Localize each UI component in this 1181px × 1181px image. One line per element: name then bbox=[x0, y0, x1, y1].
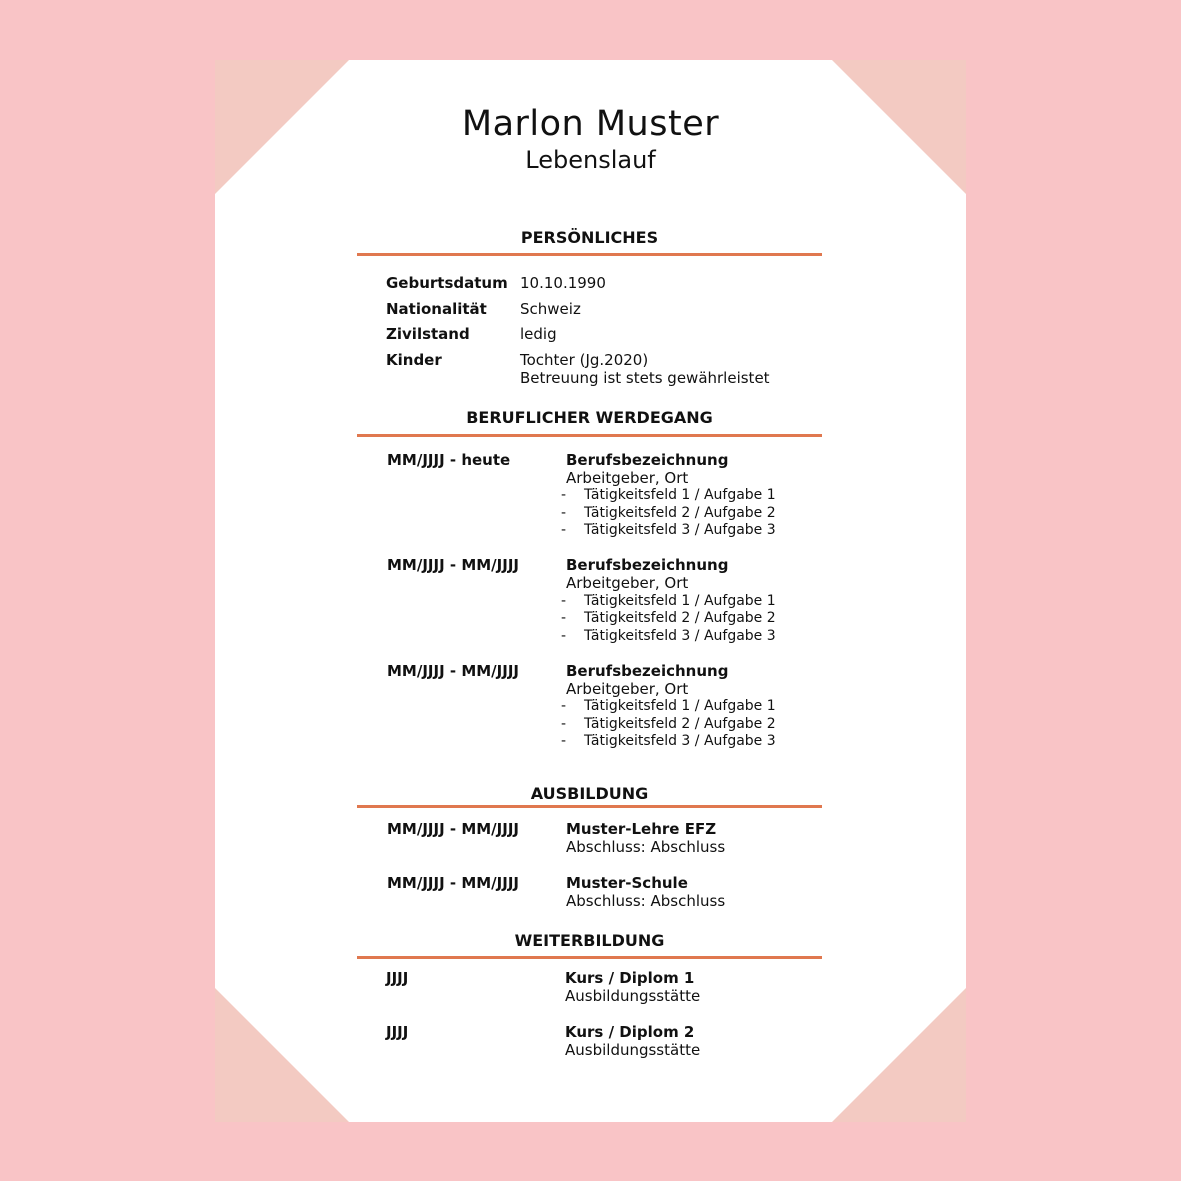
career-task: Tätigkeitsfeld 2 / Aufgabe 2 bbox=[584, 716, 776, 732]
person-name: Marlon Muster bbox=[461, 104, 720, 144]
training-period: JJJJ bbox=[386, 1023, 409, 1041]
career-task: Tätigkeitsfeld 3 / Aufgabe 3 bbox=[584, 522, 776, 538]
personal-value-civil-status: ledig bbox=[520, 325, 557, 343]
career-job-title: Berufsbezeichnung bbox=[566, 662, 729, 680]
personal-value-children-note: Betreuung ist stets gewährleistet bbox=[520, 369, 770, 387]
career-task: Tätigkeitsfeld 1 / Aufgabe 1 bbox=[584, 698, 776, 714]
career-period: MM/JJJJ - MM/JJJJ bbox=[387, 662, 519, 680]
education-period: MM/JJJJ - MM/JJJJ bbox=[387, 820, 519, 838]
training-title: Kurs / Diplom 1 bbox=[565, 969, 695, 987]
training-title: Kurs / Diplom 2 bbox=[565, 1023, 695, 1041]
career-employer: Arbeitgeber, Ort bbox=[566, 574, 689, 592]
education-title: Muster-Lehre EFZ bbox=[566, 820, 717, 838]
career-task: Tätigkeitsfeld 2 / Aufgabe 2 bbox=[584, 610, 776, 626]
education-period: MM/JJJJ - MM/JJJJ bbox=[387, 874, 519, 892]
section-divider-personal bbox=[357, 253, 822, 256]
education-detail: Abschluss: Abschluss bbox=[566, 892, 726, 910]
document-subtitle: Lebenslauf bbox=[525, 146, 656, 174]
section-title-personal: PERSÖNLICHES bbox=[520, 228, 659, 247]
personal-value-nationality: Schweiz bbox=[520, 300, 581, 318]
corner-decoration-bottom-left bbox=[215, 988, 349, 1122]
personal-label-birthdate: Geburtsdatum bbox=[386, 274, 508, 292]
corner-decoration-bottom-right bbox=[832, 988, 966, 1122]
section-divider-training bbox=[357, 956, 822, 959]
career-period: MM/JJJJ - MM/JJJJ bbox=[387, 556, 519, 574]
personal-label-civil-status: Zivilstand bbox=[386, 325, 470, 343]
personal-label-nationality: Nationalität bbox=[386, 300, 487, 318]
career-employer: Arbeitgeber, Ort bbox=[566, 469, 689, 487]
career-job-title: Berufsbezeichnung bbox=[566, 451, 729, 469]
career-employer: Arbeitgeber, Ort bbox=[566, 680, 689, 698]
career-task: Tätigkeitsfeld 3 / Aufgabe 3 bbox=[584, 628, 776, 644]
task-bullet: - bbox=[561, 593, 567, 609]
career-job-title: Berufsbezeichnung bbox=[566, 556, 729, 574]
section-title-education: AUSBILDUNG bbox=[530, 784, 649, 803]
task-bullet: - bbox=[561, 698, 567, 714]
section-title-training: WEITERBILDUNG bbox=[514, 931, 665, 950]
section-divider-education bbox=[357, 805, 822, 808]
training-period: JJJJ bbox=[386, 969, 409, 987]
personal-value-birthdate: 10.10.1990 bbox=[520, 274, 606, 292]
career-task: Tätigkeitsfeld 1 / Aufgabe 1 bbox=[584, 487, 776, 503]
task-bullet: - bbox=[561, 522, 567, 538]
cv-page bbox=[215, 60, 966, 1122]
education-title: Muster-Schule bbox=[566, 874, 688, 892]
training-detail: Ausbildungsstätte bbox=[565, 1041, 701, 1059]
career-task: Tätigkeitsfeld 1 / Aufgabe 1 bbox=[584, 593, 776, 609]
task-bullet: - bbox=[561, 487, 567, 503]
task-bullet: - bbox=[561, 733, 567, 749]
task-bullet: - bbox=[561, 505, 567, 521]
task-bullet: - bbox=[561, 610, 567, 626]
task-bullet: - bbox=[561, 628, 567, 644]
training-detail: Ausbildungsstätte bbox=[565, 987, 701, 1005]
career-task: Tätigkeitsfeld 3 / Aufgabe 3 bbox=[584, 733, 776, 749]
education-detail: Abschluss: Abschluss bbox=[566, 838, 726, 856]
section-divider-career bbox=[357, 434, 822, 437]
personal-value-children: Tochter (Jg.2020) bbox=[520, 351, 649, 369]
career-task: Tätigkeitsfeld 2 / Aufgabe 2 bbox=[584, 505, 776, 521]
section-title-career: BERUFLICHER WERDEGANG bbox=[466, 408, 713, 427]
career-period: MM/JJJJ - heute bbox=[387, 451, 511, 469]
personal-label-children: Kinder bbox=[386, 351, 442, 369]
task-bullet: - bbox=[561, 716, 567, 732]
